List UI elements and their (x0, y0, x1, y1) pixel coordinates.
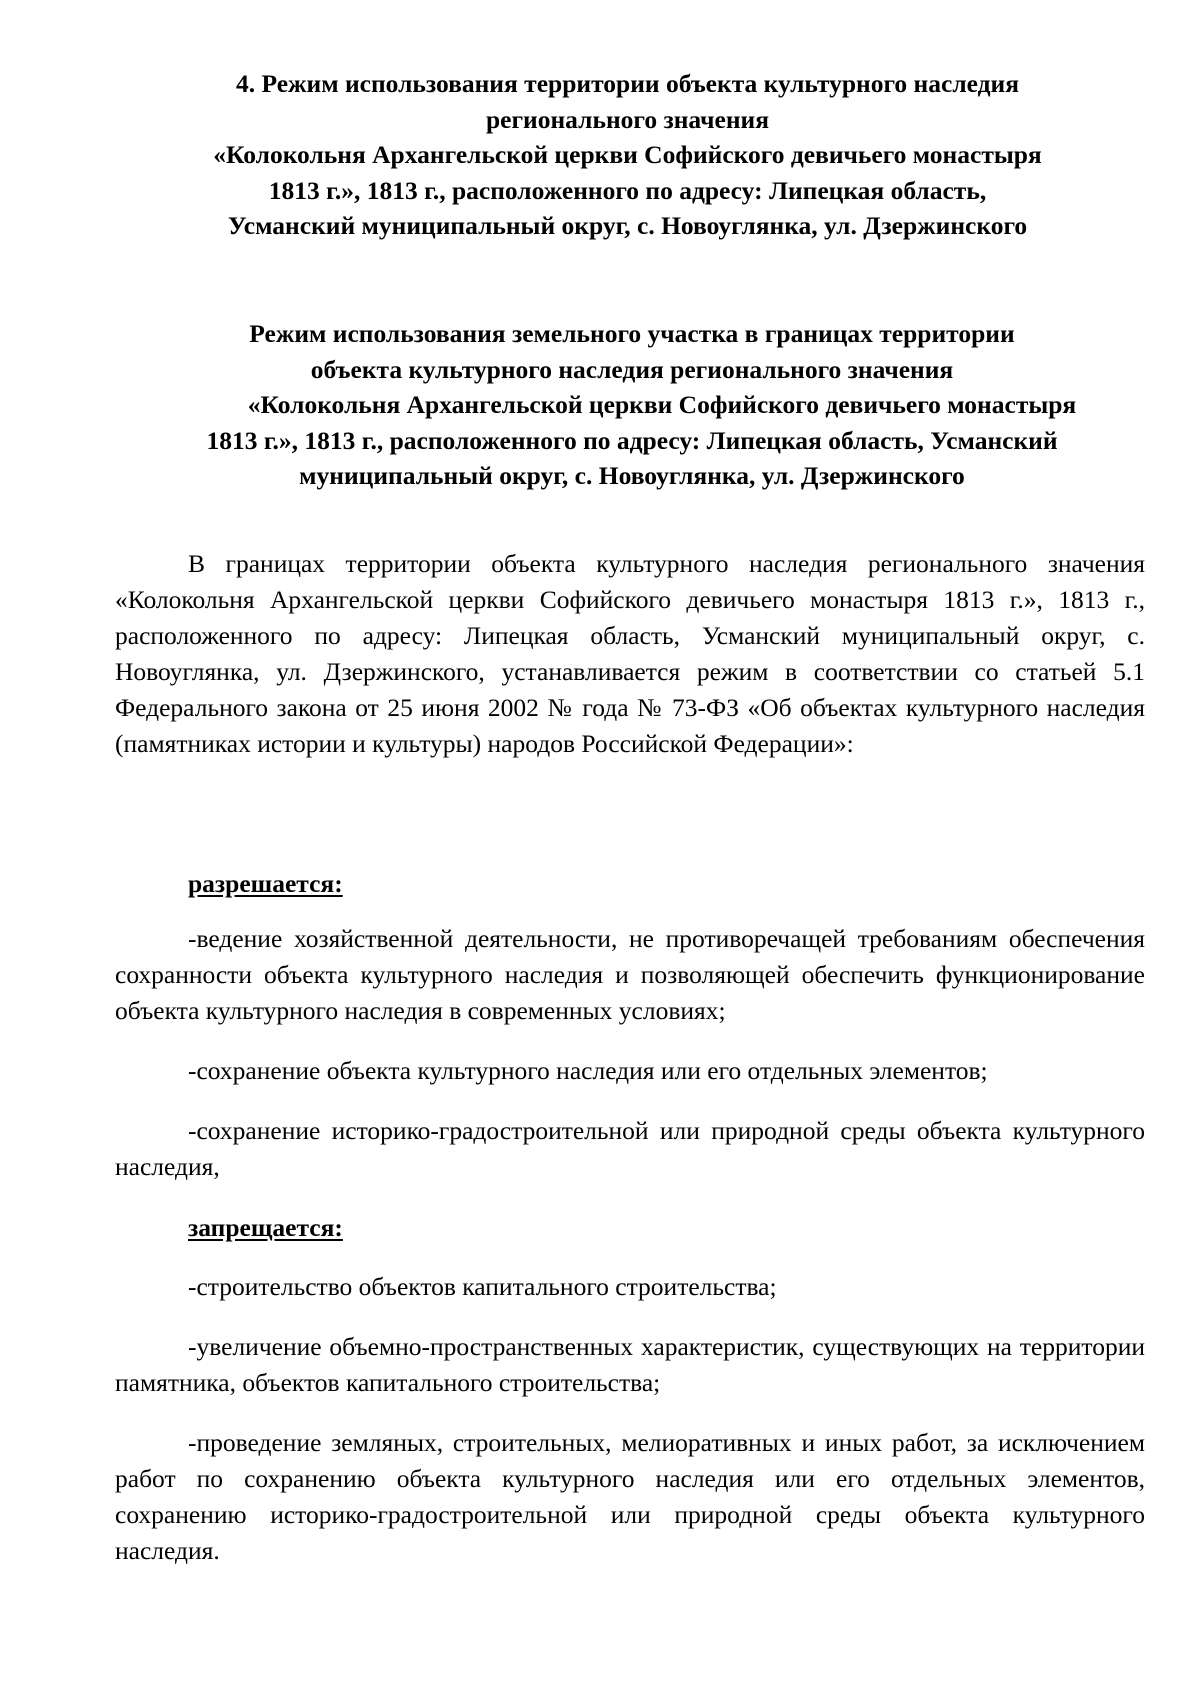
allowed-label: разрешается: (188, 869, 343, 898)
forbidden-item: -строительство объектов капитального строительства; (188, 1272, 777, 1301)
heading-line: объекта культурного наследия регионального значения (310, 354, 954, 384)
heading-line: 4. Режим использования территории объекта культурного наследия (235, 69, 1019, 98)
forbidden-label: запрещается: (188, 1213, 343, 1242)
heading-line: «Колокольня Архангельской церкви Софийского девичьего монастыря (247, 390, 1077, 419)
section-heading (180, 66, 1075, 244)
heading-line: муниципальный округ, с. Новоуглянка, ул. Дзержинского (299, 461, 965, 490)
heading-line: «Колокольня Архангельской церкви Софийского девичьего монастыря (213, 140, 1042, 169)
allowed-item: -сохранение объекта культурного наследия или его отдельных элементов; (188, 1056, 988, 1085)
regime-heading (152, 316, 1112, 494)
heading-line: Режим использования земельного участка в границах территории (249, 319, 1015, 348)
intro-paragraph: В границах территории объекта культурного наследия регионального значения «Колокольня Архангельской церкви Софийского девичьего монастыря 1813 г.», 1813 г., расположенного по адресу: Липецкая область, Усманский муниципальный округ, с. Новоуглянка, ул. Дзержинского, устанавливается режим в соответствии со статьей 5.1 Федерального закона от 25 июня 2002 № года № 73-ФЗ «Об объектах культурного наследия (памятниках истории и культуры) народов Российской Федерации»: (115, 549, 1145, 758)
forbidden-item: -увеличение объемно-пространственных характеристик, существующих на территории памятника, объектов капитального строительства; (115, 1332, 1145, 1397)
allowed-item: -ведение хозяйственной деятельности, не противоречащей требованиям обеспечения сохранности объекта культурного наследия и позволяющей обеспечить функционирование объекта культурного наследия в современных условиях; (115, 924, 1145, 1025)
allowed-item: -сохранение историко-градостроительной или природной среды объекта культурного наследия, (115, 1116, 1145, 1181)
heading-line: 1813 г.», 1813 г., расположенного по адресу: Липецкая область, (268, 175, 987, 205)
heading-line: Усманский муниципальный округ, с. Новоуглянка, ул. Дзержинского (227, 211, 1028, 240)
forbidden-item: -проведение земляных, строительных, мелиоративных и иных работ, за исключением работ по сохранению объекта культурного наследия или его отдельных элементов, сохранению историко-градостроительной или природной среды объекта культурного наследия. (115, 1428, 1145, 1565)
heading-line: 1813 г.», 1813 г., расположенного по адресу: Липецкая область, Усманский (206, 425, 1058, 455)
heading-line: регионального значения (485, 104, 770, 134)
